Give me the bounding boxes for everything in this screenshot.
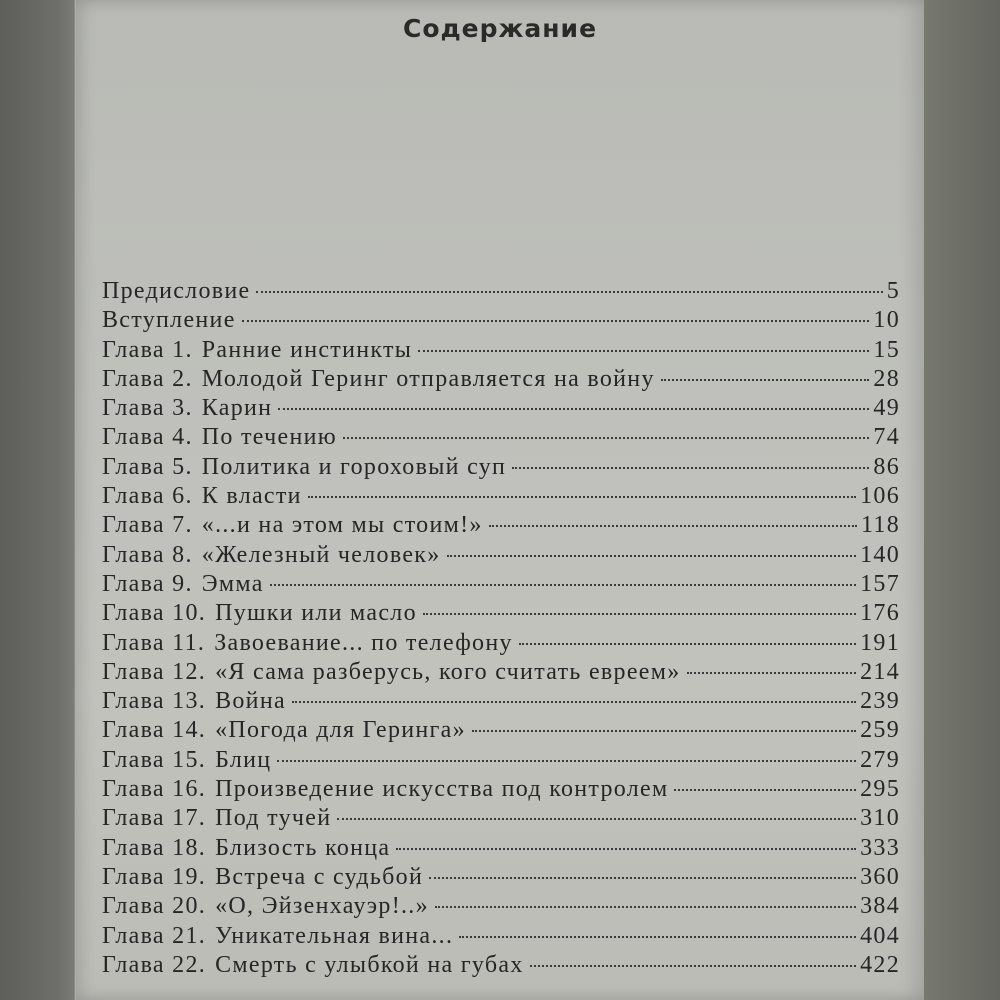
dot-leader xyxy=(530,965,856,967)
toc-entry xyxy=(102,893,900,922)
chapter-title: Ранние инстинкты xyxy=(201,336,413,363)
chapter-number: Глава 6. xyxy=(102,483,193,510)
toc-entry xyxy=(102,278,900,307)
chapter-title: «Железный человек» xyxy=(201,541,441,568)
dot-leader xyxy=(308,496,856,498)
page-number: 333 xyxy=(860,834,900,861)
page-number: 49 xyxy=(873,395,900,422)
entry-label xyxy=(102,366,655,393)
dot-leader xyxy=(459,936,856,938)
chapter-title: Блиц xyxy=(215,746,272,773)
chapter-title: «Погода для Геринга» xyxy=(215,717,466,744)
page-title: Содержание xyxy=(402,14,598,43)
chapter-title: Произведение искусства под контролем xyxy=(215,776,669,803)
dot-leader xyxy=(429,877,856,879)
toc-entry xyxy=(102,395,900,424)
dot-leader xyxy=(337,818,856,820)
toc-entry xyxy=(102,717,900,746)
page-number: 384 xyxy=(860,893,900,920)
entry-label xyxy=(102,483,302,510)
page-number: 15 xyxy=(873,336,900,363)
entry-label xyxy=(102,923,453,950)
chapter-title: Близость конца xyxy=(215,834,391,861)
toc-entry xyxy=(102,366,900,395)
toc-entry xyxy=(102,512,900,541)
chapter-title: Политика и гороховый суп xyxy=(201,453,507,480)
dot-leader xyxy=(489,525,857,527)
chapter-number: Глава 9. xyxy=(102,570,193,597)
entry-label xyxy=(102,952,524,979)
page-number: 140 xyxy=(860,541,900,568)
toc-entry xyxy=(102,424,900,453)
toc-entry xyxy=(102,571,900,600)
toc-entry xyxy=(102,805,900,834)
entry-label xyxy=(102,424,337,451)
dot-leader xyxy=(512,467,869,469)
dot-leader xyxy=(519,643,856,645)
page-number: 191 xyxy=(860,629,900,656)
entry-label xyxy=(102,571,264,598)
dot-leader xyxy=(687,672,857,674)
chapter-number: Глава 8. xyxy=(102,541,193,568)
dot-leader xyxy=(447,555,857,557)
entry-label xyxy=(102,688,286,715)
toc-entry xyxy=(102,747,900,776)
page-number: 295 xyxy=(860,776,900,803)
entry-label xyxy=(102,630,513,657)
chapter-title: Эмма xyxy=(201,570,264,597)
dot-leader xyxy=(343,437,869,439)
chapter-number: Глава 5. xyxy=(102,453,193,480)
page-number: 74 xyxy=(873,424,900,451)
toc-entry xyxy=(102,776,900,805)
dot-leader xyxy=(423,613,856,615)
chapter-number: Глава 22. xyxy=(102,951,207,978)
chapter-title: «...и на этом мы стоим!» xyxy=(201,512,483,539)
toc-entry xyxy=(102,307,900,336)
toc-entry xyxy=(102,835,900,864)
dot-leader xyxy=(472,730,856,732)
page-number: 5 xyxy=(886,278,900,304)
chapter-number: Глава 11. xyxy=(102,629,206,656)
dot-leader xyxy=(242,320,870,322)
page-number: 118 xyxy=(860,512,900,539)
dot-leader xyxy=(277,760,856,762)
toc-entry xyxy=(102,630,900,659)
toc-entry xyxy=(102,659,900,688)
page-number: 239 xyxy=(860,688,900,715)
chapter-number: Глава 1. xyxy=(102,336,193,363)
entry-label xyxy=(102,659,681,686)
chapter-number: Глава 17. xyxy=(102,805,207,832)
entry-label xyxy=(102,512,483,539)
entry-label xyxy=(102,454,506,481)
page-number: 404 xyxy=(860,922,900,949)
page-number: 10 xyxy=(873,307,900,334)
chapter-title: «Я сама разберусь, кого считать евреем» xyxy=(215,658,681,685)
chapter-number: Глава 19. xyxy=(102,863,207,890)
dot-leader xyxy=(292,701,856,703)
chapter-number: Глава 12. xyxy=(102,658,207,685)
chapter-number: Глава 3. xyxy=(102,395,193,422)
entry-label xyxy=(102,747,271,774)
chapter-number: Глава 14. xyxy=(102,717,207,744)
page-number: 214 xyxy=(860,658,900,685)
chapter-title: Война xyxy=(215,688,286,715)
page-number: 279 xyxy=(860,746,900,773)
page-number: 360 xyxy=(860,863,900,890)
toc-entry xyxy=(102,454,900,483)
entry-label xyxy=(102,600,417,627)
toc-entry xyxy=(102,952,900,981)
dot-leader xyxy=(278,408,869,410)
chapter-number: Глава 15. xyxy=(102,746,207,773)
page-number: 28 xyxy=(873,365,900,392)
chapter-title: Смерть с улыбкой на губах xyxy=(215,951,524,978)
chapter-title: Молодой Геринг отправляется на войну xyxy=(201,365,655,392)
entry-label xyxy=(102,307,236,334)
page-number: 422 xyxy=(860,951,900,978)
toc-entry xyxy=(102,600,900,629)
book-page xyxy=(76,0,924,1000)
page-number: 157 xyxy=(860,570,900,597)
dot-leader xyxy=(674,789,856,791)
table-of-contents xyxy=(102,278,900,981)
toc-entry xyxy=(102,542,900,571)
dot-leader xyxy=(396,848,856,850)
dot-leader xyxy=(418,350,869,352)
chapter-number: Глава 7. xyxy=(102,512,193,539)
chapter-title: К власти xyxy=(201,483,302,510)
chapter-title: Карин xyxy=(201,395,273,422)
chapter-number: Глава 20. xyxy=(102,893,207,920)
toc-entry xyxy=(102,483,900,512)
entry-label xyxy=(102,337,412,364)
dot-leader xyxy=(435,906,856,908)
page-number: 86 xyxy=(873,453,900,480)
dot-leader xyxy=(661,379,870,381)
page-number: 176 xyxy=(860,600,900,627)
toc-entry xyxy=(102,864,900,893)
chapter-title: Уникательная вина... xyxy=(215,922,454,949)
entry-label xyxy=(102,805,331,832)
chapter-number: Глава 2. xyxy=(102,365,193,392)
entry-label xyxy=(102,864,423,891)
page-number: 259 xyxy=(860,717,900,744)
chapter-number: Глава 21. xyxy=(102,922,207,949)
page-number: 310 xyxy=(860,805,900,832)
chapter-title: Предисловие xyxy=(102,278,251,304)
toc-entry xyxy=(102,337,900,366)
entry-label xyxy=(102,717,466,744)
chapter-title: Пушки или масло xyxy=(215,600,417,627)
chapter-title: Встреча с судьбой xyxy=(215,863,424,890)
chapter-number: Глава 18. xyxy=(102,834,207,861)
dot-leader xyxy=(256,291,882,293)
toc-entry xyxy=(102,923,900,952)
toc-entry xyxy=(102,688,900,717)
chapter-number: Глава 4. xyxy=(102,424,193,451)
chapter-title: Завоевание... по телефону xyxy=(214,629,513,656)
chapter-title: Вступление xyxy=(102,307,236,334)
chapter-number: Глава 10. xyxy=(102,600,207,627)
entry-label xyxy=(102,542,441,569)
chapter-number: Глава 13. xyxy=(102,688,207,715)
entry-label xyxy=(102,395,272,422)
page-number: 106 xyxy=(860,483,900,510)
chapter-title: По течению xyxy=(201,424,337,451)
chapter-number: Глава 16. xyxy=(102,776,207,803)
entry-label xyxy=(102,835,390,862)
entry-label xyxy=(102,776,668,803)
dot-leader xyxy=(270,584,856,586)
chapter-title: Под тучей xyxy=(215,805,332,832)
entry-label xyxy=(102,278,250,305)
chapter-title: «О, Эйзенхауэр!..» xyxy=(215,893,429,920)
entry-label xyxy=(102,893,429,920)
